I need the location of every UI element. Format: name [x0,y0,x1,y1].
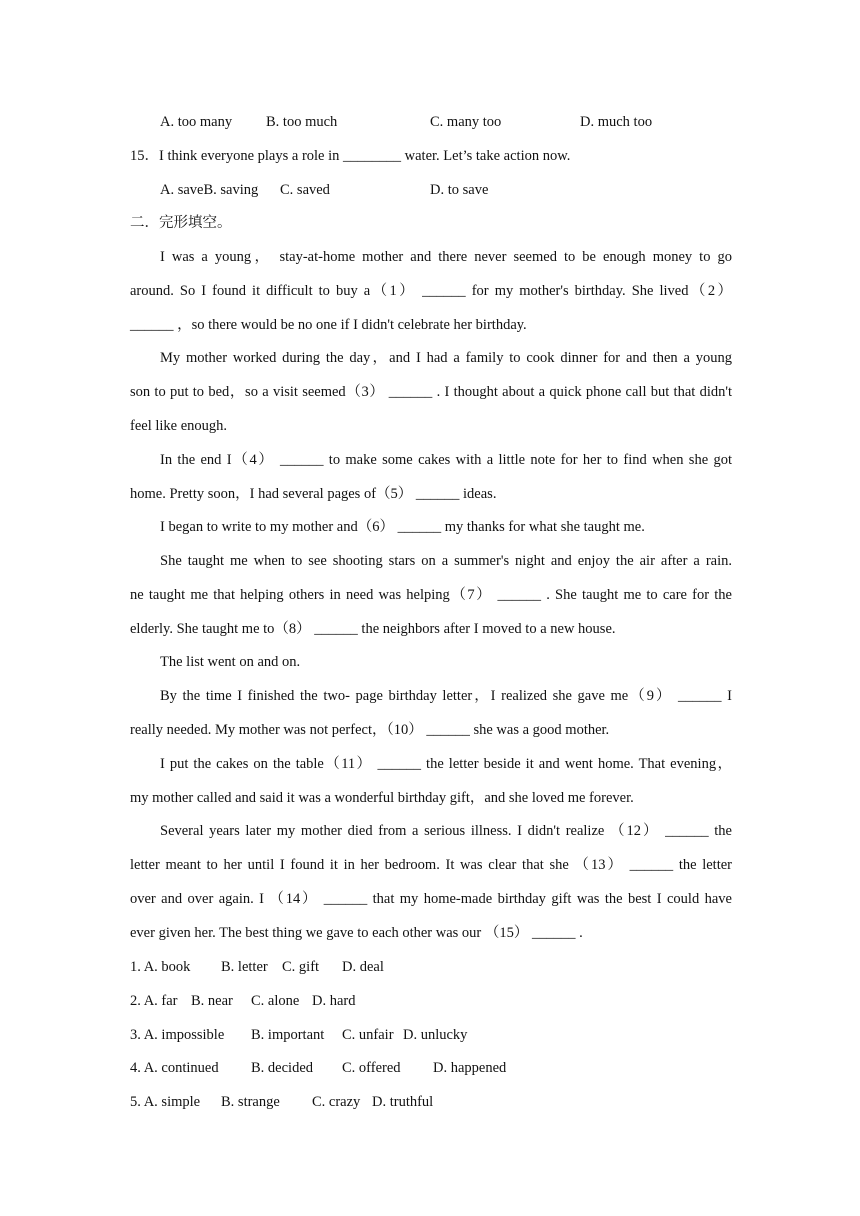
passage-line: home. Pretty soon，I had several pages of（5） ______ ideas. [130,486,497,502]
q14-option-a: A. too many [160,114,233,130]
choice-d: D. deal [342,959,384,975]
choice-d: D. happened [433,1060,507,1076]
passage-line: Several years later my mother died from a serious illness. I didn't realize （12） ______ the [160,823,732,839]
choice-c: C. crazy [312,1094,361,1110]
passage-line: She taught me when to see shooting stars on a summer's night and enjoy the air after a rain. [160,553,732,569]
passage-line: elderly. She taught me to（8） ______ the neighbors after I moved to a new house. [130,621,616,637]
passage-line: around. So I found it difficult to buy a（1） ______ for my mother's birthday. She lived（2） [130,283,732,299]
q15-option-d: D. to save [430,182,489,198]
choice-b: B. decided [251,1060,314,1076]
passage-line: ne taught me that helping others in need was helping（7） ______ . She taught me to care for the [130,587,732,603]
passage-line: In the end I（4） ______ to make some cakes with a little note for her to find when she got [160,452,732,468]
passage-line: ______ ，so there would be no one if I didn't celebrate her birthday. [130,317,527,333]
passage-line: ever given her. The best thing we gave to each other was our （15） ______ . [130,925,583,941]
q15-stem: 15．I think everyone plays a role in ________ water. Let’s take action now. [130,148,571,164]
passage-line: son to put to bed，so a visit seemed（3） ______ . I thought about a quick phone call but that didn't [130,384,732,400]
choice-c: C. offered [342,1060,401,1076]
choice-a: 1. A. book [130,959,191,975]
q15-option-c: C. saved [280,182,330,198]
passage-line: I put the cakes on the table（11） ______ the letter beside it and went home. That evening， [160,756,732,772]
q14-option-b: B. too much [266,114,338,130]
choice-d: D. truthful [372,1094,434,1110]
section-heading: 二．完形填空。 [130,215,232,231]
passage-line: over and over again. I （14） ______ that my home-made birthday gift was the best I could have [130,891,732,907]
choice-a: 2. A. far [130,993,178,1009]
passage-line: I was a young， stay-at-home mother and there never seemed to be enough money to go [160,249,732,265]
choice-b: B. important [251,1027,325,1043]
q14-option-d: D. much too [580,114,653,130]
choice-d: D. hard [312,993,356,1009]
passage-line: feel like enough. [130,418,228,434]
q15-option-ab: A. saveB. saving [160,182,259,198]
choice-b: B. strange [221,1094,280,1110]
passage-line: The list went on and on. [160,654,301,670]
choice-b: B. letter [221,959,268,975]
passage-line: By the time I finished the two- page birthday letter，I realized she gave me（9） ______ I [160,688,732,704]
choice-b: B. near [191,993,233,1009]
choice-c: C. unfair [342,1027,394,1043]
passage-line: letter meant to her until I found it in her bedroom. It was clear that she （13） ______ the letter [130,857,732,873]
choice-c: C. alone [251,993,300,1009]
passage-line: I began to write to my mother and（6） ______ my thanks for what she taught me. [160,519,645,535]
q14-option-c: C. many too [430,114,502,130]
choice-a: 5. A. simple [130,1094,201,1110]
choice-d: D. unlucky [403,1027,468,1043]
choice-a: 4. A. continued [130,1060,219,1076]
passage-line: really needed. My mother was not perfect，（10） ______ she was a good mother. [130,722,610,738]
choice-c: C. gift [282,959,320,975]
choice-a: 3. A. impossible [130,1027,225,1043]
passage-line: My mother worked during the day，and I had a family to cook dinner for and then a young [160,350,732,366]
passage-line: my mother called and said it was a wonderful birthday gift，and she loved me forever. [130,790,634,806]
